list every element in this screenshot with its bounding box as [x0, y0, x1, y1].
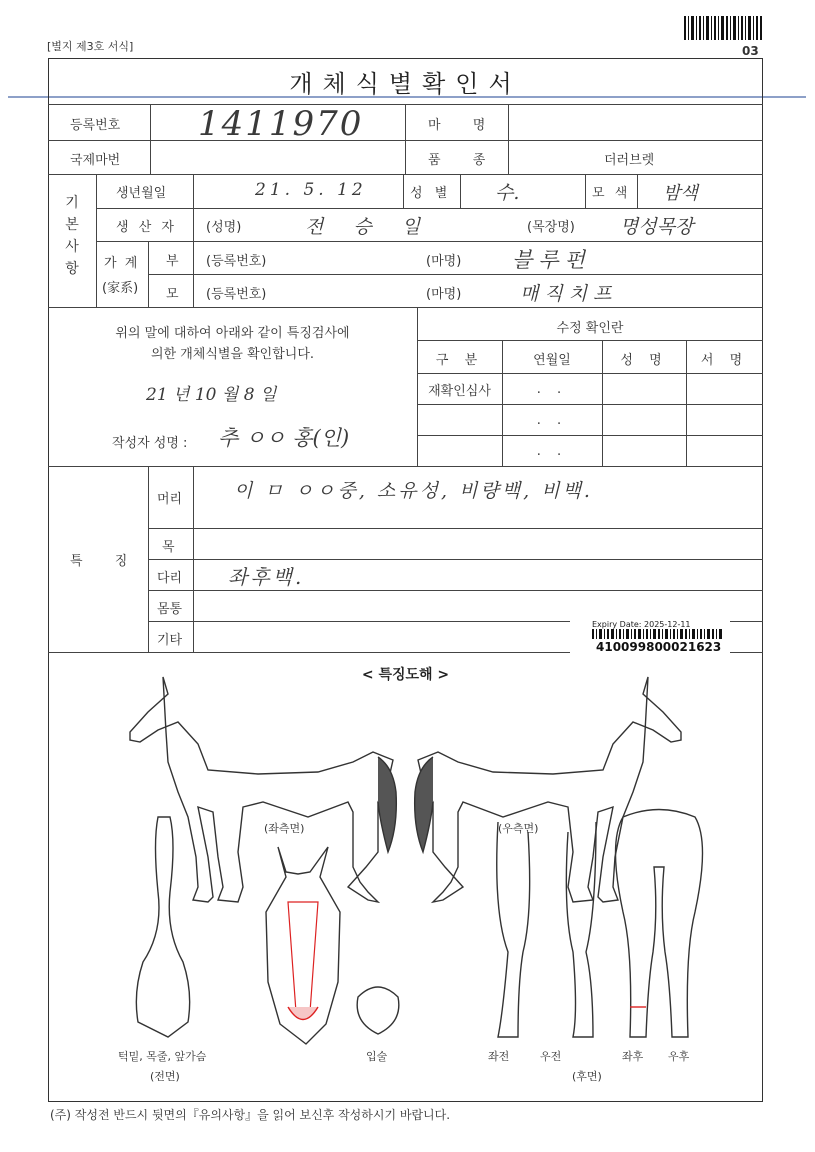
producer-label: 생 산 자 — [116, 220, 177, 235]
lineage-label: 가 계 — [104, 256, 140, 271]
right-side-horse-icon — [418, 677, 681, 902]
sex-label: 성 별 — [410, 186, 452, 201]
writer-label: 작성자 성명 : — [112, 436, 188, 451]
sticker-expiry: Expiry Date: 2025-12-11 — [592, 620, 691, 629]
birth-label: 생년월일 — [116, 186, 167, 201]
sire-reg-label: (등록번호) — [206, 254, 267, 269]
page-title: 개체식별확인서 — [289, 70, 522, 98]
coat-label: 모 색 — [592, 186, 631, 201]
intl-name-label: 국제마번 — [70, 153, 121, 168]
writer-value: 추 ㅇㅇ 홍(인) — [218, 426, 350, 450]
head-label: 머리 — [157, 492, 183, 507]
producer-name-value: 전 승 일 — [305, 216, 433, 238]
leg-value: 좌후백. — [228, 565, 305, 589]
dam-reg-label: (등록번호) — [206, 287, 267, 302]
rev-col-name: 성 명 — [620, 353, 668, 368]
diagram-title: < 특징도해 > — [361, 667, 450, 683]
rev-col-sign: 서 명 — [700, 353, 749, 368]
lineage-label-hanja: (家系) — [102, 281, 139, 296]
sire-name-label: (마명) — [426, 254, 462, 269]
coat-value: 밤색 — [663, 183, 698, 204]
head-value: 이 ㅁ ㅇㅇ중, 소유성, 비량백, 비백. — [234, 480, 593, 502]
rev-col-date: 연월일 — [533, 353, 571, 368]
birth-value: 21. 5. 12 — [255, 180, 367, 200]
body-label: 몸통 — [157, 602, 183, 617]
horse-diagram — [48, 652, 763, 1102]
front-caption: 턱밑, 목줄, 앞가슴 — [118, 1050, 207, 1063]
lips-icon — [357, 987, 399, 1034]
barcode-sticker — [570, 618, 730, 656]
right-side-label: (우측면) — [498, 822, 539, 835]
rev-col-type: 구 분 — [435, 353, 484, 368]
front-chest-icon — [136, 817, 189, 1037]
rear-view-label: (후면) — [572, 1070, 602, 1083]
reg-no-label: 등록번호 — [70, 118, 121, 133]
footer-note: (주) 작성전 반드시 뒷면의『유의사항』을 읽어 보신후 작성하시기 바랍니다. — [50, 1108, 451, 1122]
farm-value: 명성목장 — [620, 216, 694, 238]
features-section-label: 특 징 — [70, 554, 142, 569]
other-label: 기타 — [157, 633, 183, 648]
hind-right-label: 우후 — [668, 1050, 690, 1063]
farm-label: (목장명) — [527, 220, 575, 235]
barcode-icon — [684, 16, 762, 40]
hind-view-icon — [616, 810, 703, 1038]
horse-name-label: 마 명 — [428, 118, 500, 133]
dam-name-value: 매직치프 — [520, 283, 618, 305]
confirm-date: 21 년 10 월 8 일 — [146, 385, 277, 405]
producer-name-label: (성명) — [206, 220, 242, 235]
rev-row1-type: 재확인심사 — [428, 384, 491, 399]
fore-right-label: 우전 — [540, 1050, 562, 1063]
reg-no-value: 1411970 — [198, 104, 364, 144]
dam-label: 모 — [166, 287, 179, 302]
hind-left-label: 좌후 — [622, 1050, 644, 1063]
page-number: 03 — [742, 44, 759, 58]
lips-label: 입술 — [366, 1050, 388, 1063]
fore-legs-icon — [497, 822, 596, 1037]
rev-row3-date: . . — [536, 444, 568, 459]
breed-value: 더러브렛 — [604, 153, 655, 168]
fore-left-label: 좌전 — [488, 1050, 510, 1063]
revision-title: 수정 확인란 — [556, 321, 624, 336]
sire-label: 부 — [166, 254, 179, 269]
sticker-barcode-icon — [592, 629, 722, 639]
rev-row1-date: . . — [536, 382, 568, 397]
sex-value: 수. — [495, 182, 520, 204]
front-view-label: (전면) — [150, 1070, 180, 1083]
neck-label: 목 — [162, 540, 175, 555]
left-side-label: (좌측면) — [264, 822, 305, 835]
leg-label: 다리 — [157, 571, 183, 586]
sticker-code: 410099800021623 — [596, 640, 722, 654]
dam-name-label: (마명) — [426, 287, 462, 302]
rev-row2-date: . . — [536, 413, 568, 428]
confirm-statement-line2: 의한 개체식별을 확인합니다. — [150, 347, 315, 362]
sire-name-value: 블루펀 — [512, 248, 591, 272]
confirm-statement-line1: 위의 말에 대하여 아래와 같이 특징검사에 — [115, 326, 350, 341]
form-number-label: [별지 제3호 서식] — [47, 40, 134, 53]
breed-label: 품 종 — [428, 153, 500, 168]
left-side-horse-icon — [130, 677, 393, 902]
